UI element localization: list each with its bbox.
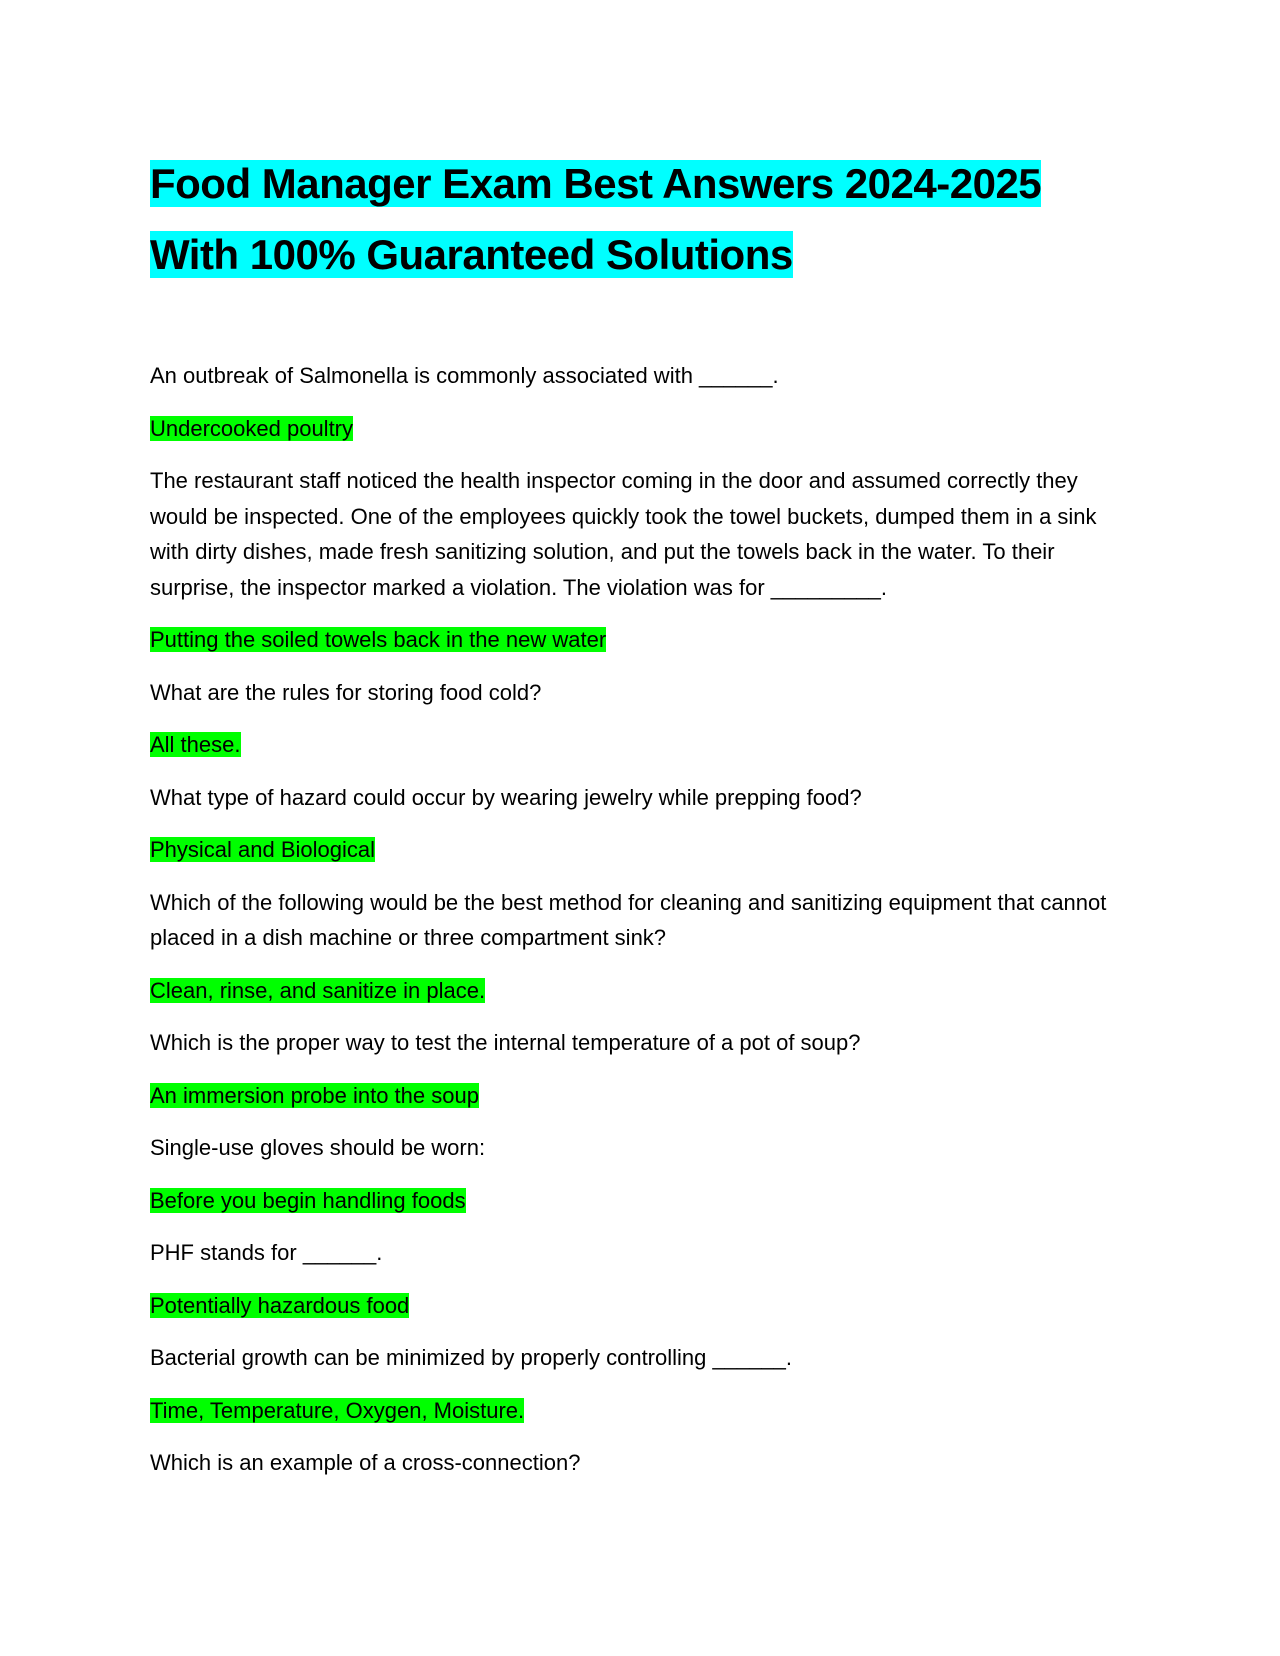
answer-1 bbox=[150, 411, 1140, 447]
document-title bbox=[150, 148, 1130, 290]
question-2: The restaurant staff noticed the health inspector coming in the door and assumed correctly they would be inspected. One of the employees quickly took the towel buckets, dumped them in a sink with dirty dishes, made fresh sanitizing solution, and put the towels back in the water. To their surprise, the inspector marked a violation. The violation was for _________. bbox=[150, 468, 1097, 600]
title-line-2: With 100% Guaranteed Solutions bbox=[150, 231, 793, 278]
question-9: Bacterial growth can be minimized by properly controlling ______. bbox=[150, 1345, 793, 1370]
answer-3 bbox=[150, 727, 1140, 763]
answer-2 bbox=[150, 622, 1140, 658]
title-line-1: Food Manager Exam Best Answers 2024-2025 bbox=[150, 160, 1042, 207]
question-5: Which of the following would be the best method for cleaning and sanitizing equipment that cannot placed in a dish machine or three compartment sink? bbox=[150, 889, 1107, 950]
answer-9 bbox=[150, 1393, 1140, 1429]
answer-2-highlight: Putting the soiled towels back in the new water bbox=[150, 627, 607, 652]
question-1: An outbreak of Salmonella is commonly associated with ______. bbox=[150, 363, 779, 388]
answer-9-highlight: Time, Temperature, Oxygen, Moisture. bbox=[150, 1397, 525, 1423]
answer-3-highlight: All these. bbox=[150, 732, 241, 757]
answer-4-highlight: Physical and Biological bbox=[150, 837, 376, 862]
question-3: What are the rules for storing food cold? bbox=[150, 679, 542, 705]
question-8: PHF stands for ______. bbox=[150, 1240, 383, 1265]
qa-list bbox=[150, 358, 1140, 1498]
answer-7-highlight: Before you begin handling foods bbox=[150, 1187, 466, 1213]
answer-5 bbox=[150, 973, 1140, 1009]
answer-8 bbox=[150, 1288, 1140, 1324]
answer-1-highlight: Undercooked poultry bbox=[150, 415, 354, 441]
question-7: Single-use gloves should be worn: bbox=[150, 1135, 486, 1160]
answer-4 bbox=[150, 832, 1140, 868]
answer-6 bbox=[150, 1078, 1140, 1114]
answer-7 bbox=[150, 1183, 1140, 1219]
question-4: What type of hazard could occur by wearing jewelry while prepping food? bbox=[150, 784, 862, 810]
question-10: Which is an example of a cross-connection? bbox=[150, 1450, 581, 1475]
question-6: Which is the proper way to test the internal temperature of a pot of soup? bbox=[150, 1030, 861, 1055]
answer-8-highlight: Potentially hazardous food bbox=[150, 1292, 410, 1318]
answer-5-highlight: Clean, rinse, and sanitize in place. bbox=[150, 977, 486, 1003]
answer-6-highlight: An immersion probe into the soup bbox=[150, 1082, 479, 1108]
